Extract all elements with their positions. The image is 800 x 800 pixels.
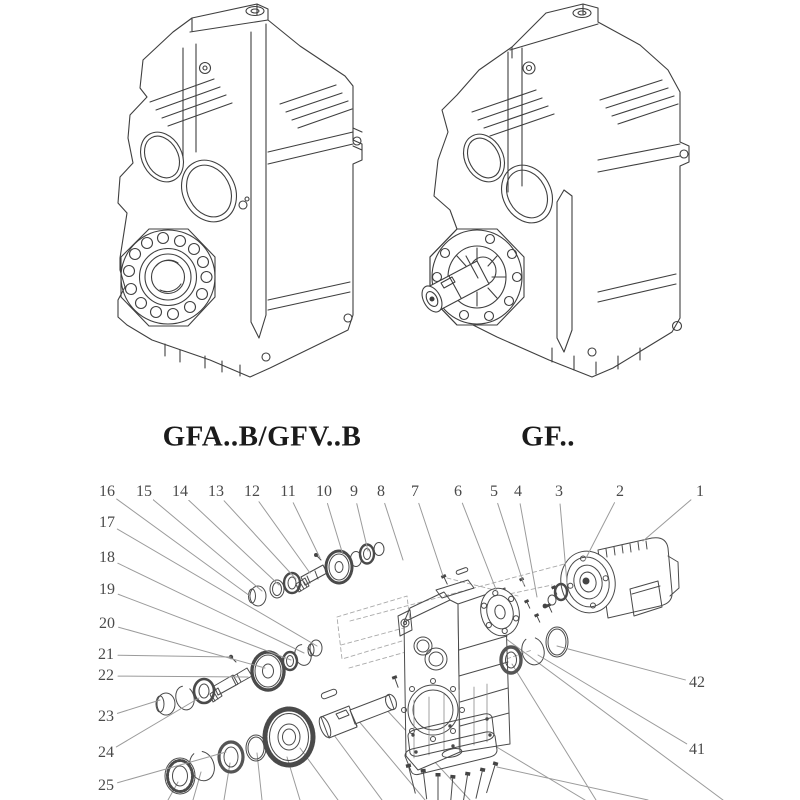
output-shaft-assembly (165, 688, 399, 794)
callout-11: 11 (280, 483, 296, 500)
callout-16: 16 (99, 483, 115, 500)
callout-14: 14 (172, 483, 188, 500)
left-gearbox-drawing (118, 4, 362, 377)
callout-5: 5 (490, 483, 498, 500)
callout-17: 17 (99, 514, 115, 531)
callout-23: 23 (98, 708, 114, 725)
callout-3: 3 (555, 483, 563, 500)
callout-9: 9 (350, 483, 358, 500)
callout-10: 10 (316, 483, 332, 500)
callout-18: 18 (99, 549, 115, 566)
motor (543, 538, 679, 618)
callout-25: 25 (98, 777, 114, 794)
callout-42: 42 (689, 674, 705, 691)
callout-2: 2 (616, 483, 624, 500)
callout-12: 12 (244, 483, 260, 500)
callout-24: 24 (98, 744, 114, 761)
callout-15: 15 (136, 483, 152, 500)
callout-4: 4 (514, 483, 522, 500)
callout-21: 21 (98, 646, 114, 663)
callout-lines (116, 499, 691, 783)
callout-8: 8 (377, 483, 385, 500)
callout-13: 13 (208, 483, 224, 500)
model-label-left: GFA..B/GFV..B (162, 420, 362, 453)
callout-41: 41 (689, 741, 705, 758)
callout-1: 1 (696, 483, 704, 500)
callout-7: 7 (411, 483, 419, 500)
model-label-right: GF.. (520, 420, 576, 453)
small-key (456, 567, 469, 575)
callout-6: 6 (454, 483, 462, 500)
exploded-view (116, 499, 723, 800)
callout-20: 20 (99, 615, 115, 632)
callout-22: 22 (98, 667, 114, 684)
output-cover-rings (501, 627, 568, 673)
right-gearbox-drawing (418, 4, 689, 377)
callout-19: 19 (99, 581, 115, 598)
intermediate-shaft-assembly (156, 640, 322, 715)
input-shaft-assembly (249, 543, 385, 607)
